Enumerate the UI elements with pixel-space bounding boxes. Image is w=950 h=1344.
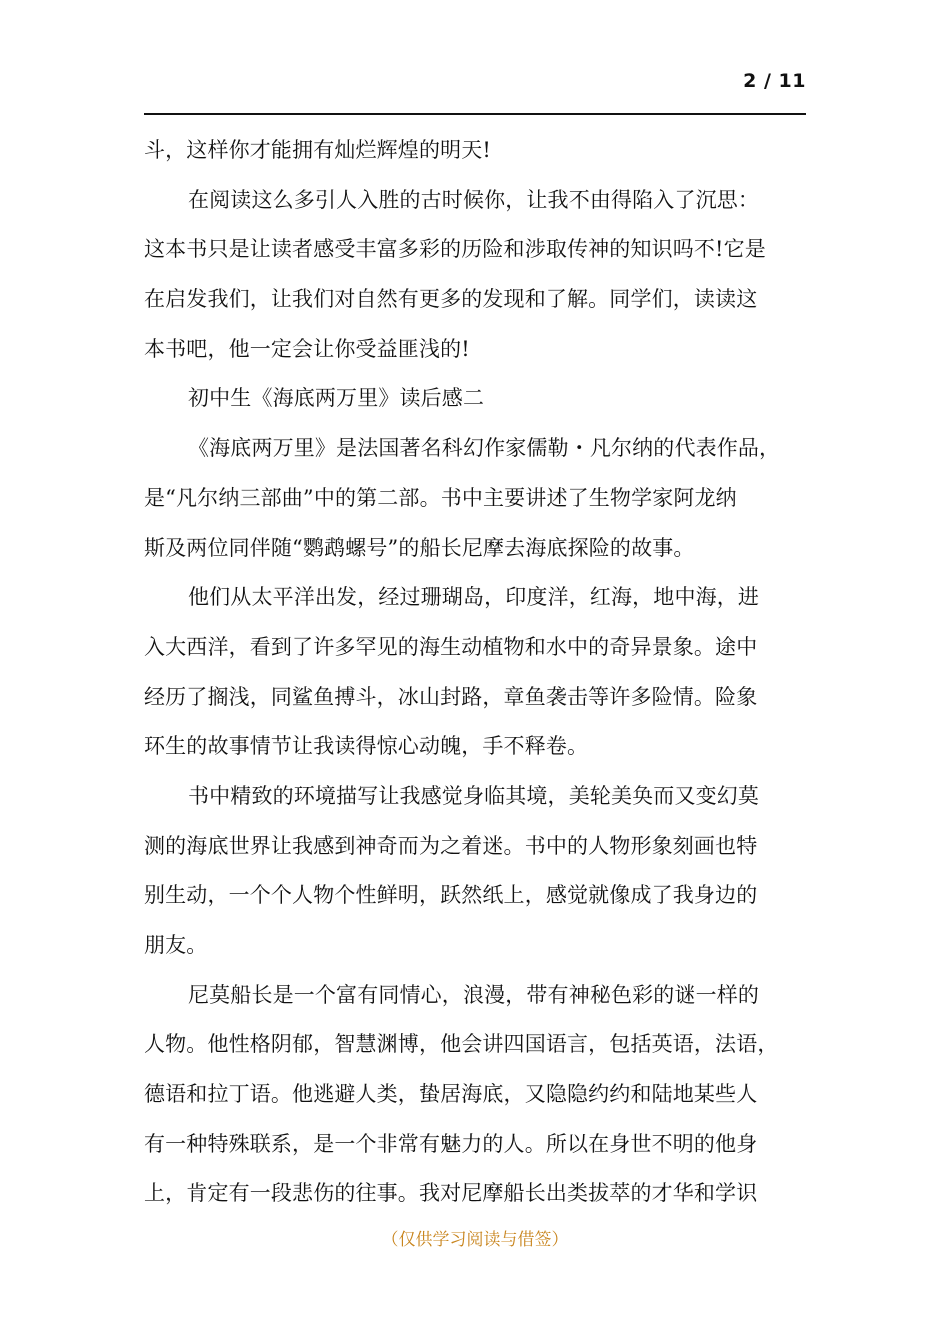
text-line: 尼莫船长是一个富有同情心，浪漫，带有神秘色彩的谜一样的 — [188, 982, 760, 1007]
text-line: 书中精致的环境描写让我感觉身临其境，美轮美奂而又变幻莫 — [188, 783, 760, 808]
section-heading: 初中生《海底两万里》读后感二 — [188, 386, 485, 411]
text-line: 朋友。 — [144, 933, 208, 957]
text-line: 别生动，一个个人物个性鲜明，跃然纸上，感觉就像成了我身边的 — [144, 883, 758, 908]
text-line: 在阅读这么多引人入胜的古时候你，让我不由得陷入了沉思： — [188, 187, 760, 212]
text-line: 这本书只是让读者感受丰富多彩的历险和涉取传神的知识吗不!它是 — [144, 237, 766, 262]
footer-note: （仅供学习阅读与借签） — [381, 1230, 569, 1250]
text-line: 斗，这样你才能拥有灿烂辉煌的明天! — [144, 138, 491, 162]
document-body — [144, 126, 808, 1219]
text-line: 入大西洋，看到了许多罕见的海生动植物和水中的奇异景象。途中 — [144, 634, 758, 659]
text-line: 环生的故事情节让我读得惊心动魄，手不释卷。 — [144, 734, 589, 759]
text-line: 德语和拉丁语。他逃避人类，蛰居海底，又隐隐约约和陆地某些人 — [144, 1082, 758, 1107]
text-line: 本书吧，他一定会让你受益匪浅的! — [144, 336, 470, 361]
text-line: 《海底两万里》是法国著名科幻作家儒勒・凡尔纳的代表作品， — [188, 436, 781, 461]
text-line: 是“凡尔纳三部曲”中的第二部。书中主要讲述了生物学家阿龙纳 — [144, 485, 737, 510]
text-line: 斯及两位同伴随“鹦鹉螺号”的船长尼摩去海底探险的故事。 — [144, 535, 695, 560]
text-line: 在启发我们，让我们对自然有更多的发现和了解。同学们，读读这 — [144, 287, 758, 312]
text-line: 有一种特殊联系，是一个非常有魅力的人。所以在身世不明的他身 — [144, 1131, 758, 1156]
text-line: 经历了搁浅，同鲨鱼搏斗，冰山封路，章鱼袭击等许多险情。险象 — [144, 684, 758, 709]
text-line: 测的海底世界让我感到神奇而为之着迷。书中的人物形象刻画也特 — [144, 833, 758, 858]
text-line: 他们从太平洋出发，经过珊瑚岛，印度洋，红海，地中海，进 — [188, 585, 760, 610]
text-line: 上，肯定有一段悲伤的往事。我对尼摩船长出类拔萃的才华和学识 — [144, 1181, 758, 1206]
header-divider — [144, 113, 806, 115]
page-number: 2 / 11 — [743, 70, 806, 92]
text-line: 人物。他性格阴郁，智慧渊博，他会讲四国语言，包括英语，法语， — [144, 1032, 779, 1057]
